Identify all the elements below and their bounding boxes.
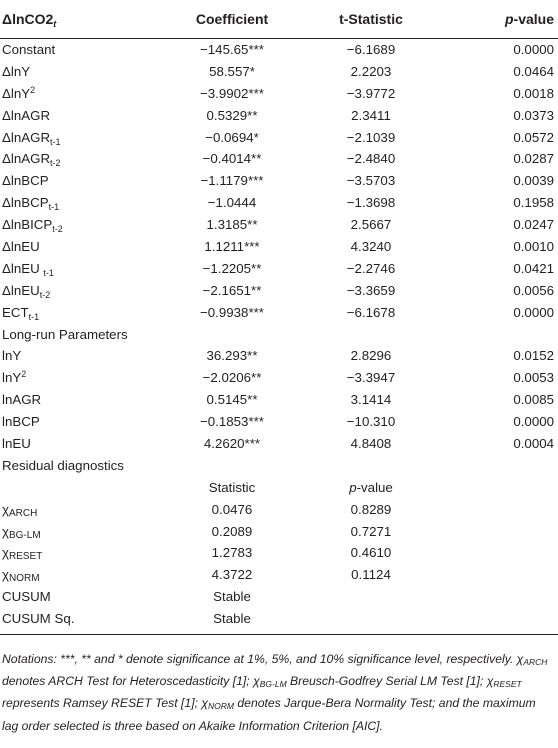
diagnostic-empty-cell xyxy=(438,608,558,634)
variable-label: ΔlnEU xyxy=(2,238,40,254)
variable-label: ΔlnBCP$_{t-1}$ xyxy=(2,195,60,213)
t-statistic-cell: 3.1414 xyxy=(350,392,392,408)
p-value-cell: 0.0085 xyxy=(513,392,554,408)
p-value-cell: 0.0053 xyxy=(513,370,554,386)
diagnostic-empty-cell xyxy=(438,499,558,521)
p-value-cell: 0.0572 xyxy=(513,129,554,145)
variable-label: lnBCP xyxy=(2,414,40,430)
variable-label: ΔlnEU $_{t-1}$ xyxy=(2,260,54,278)
long-run-section-label: Long-run Parameters xyxy=(2,326,128,342)
diagnostic-empty-cell xyxy=(438,542,558,564)
coefficient-cell: −0.4014** xyxy=(202,151,262,167)
coefficient-cell: −1.2205** xyxy=(202,260,262,276)
variable-label: ΔlnBCP xyxy=(2,173,49,189)
table-row xyxy=(0,367,558,389)
variable-label: ΔlnY xyxy=(2,63,31,79)
diagnostic-p-value-cell xyxy=(304,608,438,634)
p-value-cell: 0.0004 xyxy=(513,435,554,451)
table-row xyxy=(0,214,558,236)
t-statistic-cell: −1.3698 xyxy=(346,195,396,211)
table-row xyxy=(0,302,558,324)
p-value-cell: 0.0039 xyxy=(513,173,554,189)
variable-label: lnY$^2$ xyxy=(2,369,27,386)
t-statistic-cell: −3.3947 xyxy=(346,370,396,386)
t-statistic-cell: −6.1678 xyxy=(346,304,396,320)
variable-label: $ECT_{t-1}$ xyxy=(2,304,40,322)
diagnostic-label: χNORM xyxy=(2,567,40,585)
header-dependent-variable: $\Delta lnCO2_t$ xyxy=(0,0,160,39)
t-statistic-cell: −3.9772 xyxy=(346,85,396,101)
header-p-value: p-value xyxy=(438,0,558,39)
coefficient-cell: −0.0694* xyxy=(205,129,259,145)
t-statistic-cell: 2.2203 xyxy=(350,63,392,79)
diagnostic-statistic-cell: Stable xyxy=(160,608,304,634)
table-row xyxy=(0,236,558,258)
coefficient-cell: −145.65*** xyxy=(200,41,264,57)
diagnostic-statistic-cell: Stable xyxy=(213,589,251,605)
table-row xyxy=(0,586,558,608)
p-value-cell: 0.1958 xyxy=(513,195,554,211)
table-row xyxy=(0,564,558,586)
variable-label: Constant xyxy=(2,41,56,57)
t-statistic-cell: 4.3240 xyxy=(350,238,392,254)
t-statistic-cell: −3.5703 xyxy=(346,173,396,189)
coefficient-cell: −0.1853*** xyxy=(200,414,264,430)
residual-header-row xyxy=(0,477,558,499)
diagnostic-empty-cell xyxy=(438,521,558,543)
diagnostic-p-value-cell: 0.1124 xyxy=(351,567,391,583)
diagnostic-label: χARCH xyxy=(2,501,38,519)
variable-label: lnY xyxy=(2,348,22,364)
diagnostic-p-value-cell: 0.8289 xyxy=(350,501,392,517)
p-value-cell: 0.0056 xyxy=(513,282,554,298)
table-row xyxy=(0,127,558,149)
t-statistic-cell: −6.1689 xyxy=(346,41,396,57)
residual-header-p-value: p-value xyxy=(349,479,393,495)
t-statistic-cell: −2.4840 xyxy=(346,151,396,167)
table-row xyxy=(0,499,558,521)
diagnostic-empty-cell xyxy=(438,586,558,608)
coefficient-cell: 0.5145** xyxy=(206,392,258,408)
coefficient-cell: −1.0444 xyxy=(207,195,257,211)
coefficient-cell: 4.2620*** xyxy=(203,435,261,451)
table-row xyxy=(0,411,558,433)
diagnostic-empty-cell xyxy=(438,564,558,586)
coefficient-cell: 1.1211*** xyxy=(204,238,260,254)
residual-header-statistic: Statistic xyxy=(208,479,256,495)
coefficient-cell: −2.0206** xyxy=(202,370,262,386)
table-header-row xyxy=(0,0,558,39)
variable-label: lnAGR xyxy=(2,392,42,408)
coefficient-cell: 58.557* xyxy=(209,63,255,79)
diagnostic-statistic-cell: 4.3722 xyxy=(211,567,253,583)
t-statistic-cell: −2.1039 xyxy=(346,129,396,145)
diagnostic-p-value-cell: 0.4610 xyxy=(350,545,392,561)
diagnostic-statistic-cell: 0.2089 xyxy=(211,523,253,539)
t-statistic-cell: −2.2746 xyxy=(346,260,396,276)
diagnostic-label: χRESET xyxy=(2,545,43,563)
p-value-cell: 0.0247 xyxy=(513,217,554,233)
table-row xyxy=(0,39,558,61)
table-row xyxy=(0,61,558,83)
variable-label: ΔlnAGR$_{t-1}$ xyxy=(2,129,61,147)
residual-header-blank xyxy=(0,477,160,499)
diagnostic-p-value-cell xyxy=(304,586,438,608)
table-row xyxy=(0,83,558,105)
coefficient-cell: 36.293** xyxy=(206,348,258,364)
p-value-cell: 0.0421 xyxy=(513,260,554,276)
table-row xyxy=(0,258,558,280)
diagnostic-statistic-cell: 0.0476 xyxy=(211,501,253,517)
t-statistic-cell: −10.310 xyxy=(346,414,396,430)
variable-label: ΔlnBICP$_{t-2}$ xyxy=(2,217,63,235)
table-row xyxy=(0,105,558,127)
long-run-section xyxy=(0,324,558,346)
p-value-cell: 0.0000 xyxy=(513,41,554,57)
diagnostic-p-value-cell: 0.7271 xyxy=(350,523,392,539)
coefficient-cell: 1.3185** xyxy=(206,217,258,233)
table-row xyxy=(0,542,558,564)
header-coefficient: Coefficient xyxy=(160,0,304,39)
variable-label: ΔlnEU$_{t-2}$ xyxy=(2,282,51,300)
residual-header-empty xyxy=(438,477,558,499)
coefficient-cell: −1.1179*** xyxy=(200,173,264,189)
coefficient-cell: 0.5329** xyxy=(206,107,258,123)
table-row xyxy=(0,433,558,455)
t-statistic-cell: 2.3411 xyxy=(351,107,391,123)
variable-label: ΔlnAGR$_{t-2}$ xyxy=(2,151,61,169)
t-statistic-cell: 2.8296 xyxy=(350,348,392,364)
p-value-cell: 0.0373 xyxy=(513,107,554,123)
variable-label: ΔlnAGR xyxy=(2,107,51,123)
t-statistic-cell: 2.5667 xyxy=(350,217,392,233)
header-t-statistic: t-Statistic xyxy=(304,0,438,39)
p-value-cell: 0.0010 xyxy=(513,238,554,254)
table-row xyxy=(0,608,558,634)
table-row xyxy=(0,170,558,192)
table-notes: Notations: ***, ** and * denote significance at 1%, 5%, and 10% significance level, respectively. $\chi_{ARCH}$ denotes ARCH Test for Heteroscedasticity [1]; $\chi_{BG-LM}$ Breusch-Godfrey Serial LM Test [1]; $\chi_{RESET}$ represents Ramsey RESET Test [1]; $\chi_{NORM}$ denotes Jarque-Bera Normality Test; and the maximum lag order selected is three based on Akaike Information Criterion [AIC]. xyxy=(2,652,548,733)
table-row xyxy=(0,345,558,367)
table-row xyxy=(0,148,558,170)
diagnostic-label: χBG-LM xyxy=(2,523,41,541)
table-row xyxy=(0,280,558,302)
residual-section xyxy=(0,455,558,477)
variable-label: ΔlnY$^2$ xyxy=(2,84,36,101)
p-value-cell: 0.0464 xyxy=(513,63,554,79)
table-row xyxy=(0,192,558,214)
diagnostic-statistic-cell: 1.2783 xyxy=(211,545,253,561)
t-statistic-cell: 4.8408 xyxy=(350,435,392,451)
table-row xyxy=(0,389,558,411)
p-value-cell: 0.0000 xyxy=(513,304,554,320)
t-statistic-cell: −3.3659 xyxy=(346,282,396,298)
p-value-cell: 0.0287 xyxy=(513,151,554,167)
residual-section-label: Residual diagnostics xyxy=(2,457,124,473)
diagnostic-label: CUSUM Sq. xyxy=(0,608,160,634)
p-value-cell: 0.0018 xyxy=(513,85,554,101)
diagnostic-label: CUSUM xyxy=(2,589,51,605)
variable-label: lnEU xyxy=(2,435,31,451)
p-value-cell: 0.0152 xyxy=(513,348,554,364)
coefficient-cell: −0.9938*** xyxy=(200,304,264,320)
p-value-cell: 0.0000 xyxy=(513,414,554,430)
coefficient-cell: −3.9902*** xyxy=(200,85,264,101)
table-row xyxy=(0,521,558,543)
coefficient-cell: −2.1651** xyxy=(202,282,262,298)
